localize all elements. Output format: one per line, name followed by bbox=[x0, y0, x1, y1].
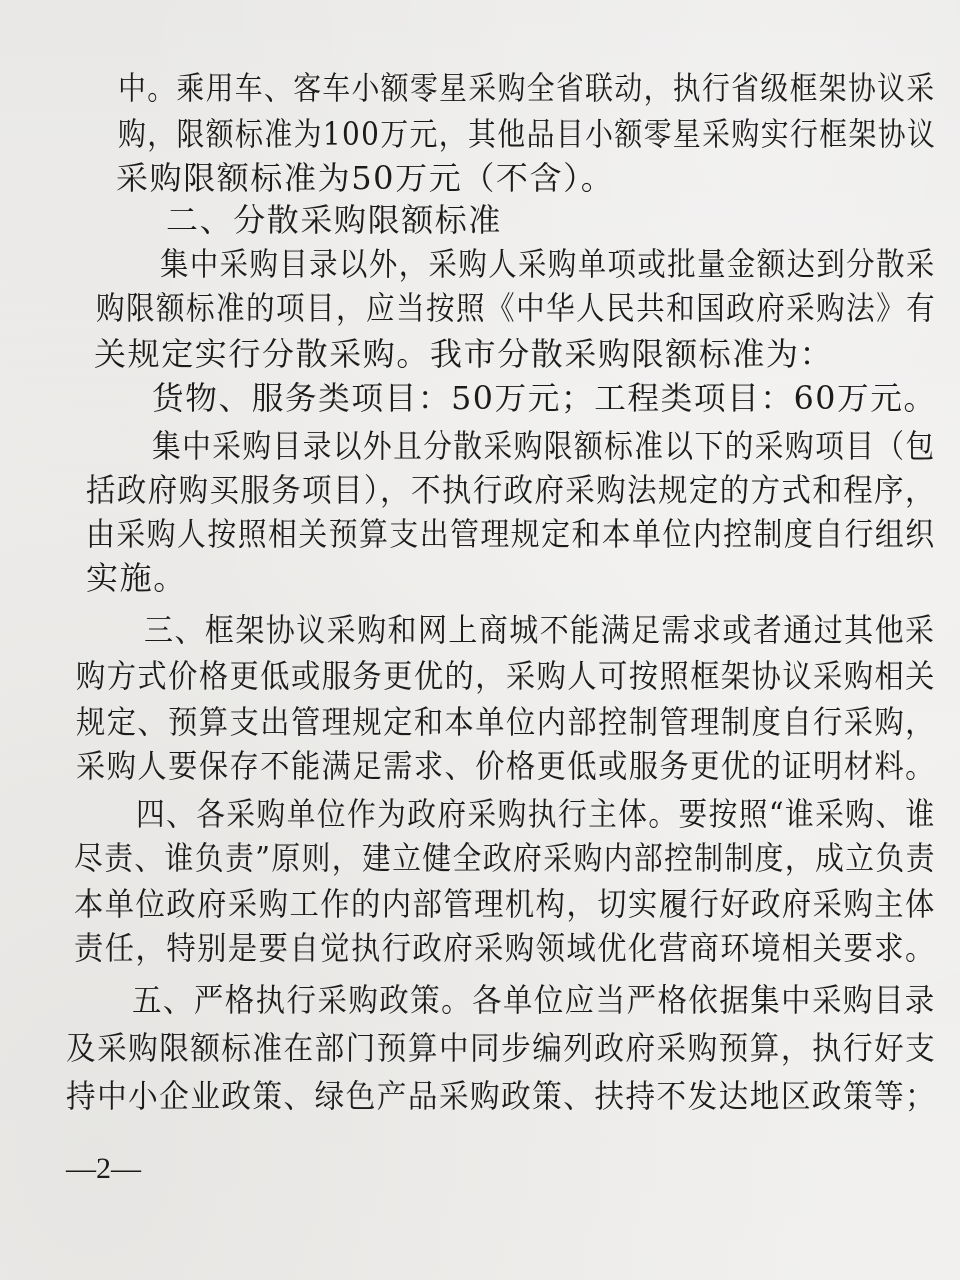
body-text-line: 责任，特别是要自觉执行政府采购领域优化营商环境相关要求。 bbox=[74, 929, 936, 967]
body-text-line: 及采购限额标准在部门预算中同步编列政府采购预算，执行好支 bbox=[66, 1029, 937, 1067]
body-text-line: 采购人要保存不能满足需求、价格更低或服务更优的证明材料。 bbox=[76, 747, 936, 785]
body-text-line: 尽责、谁负责”原则，建立健全政府采购内部控制制度，成立负责 bbox=[74, 839, 936, 877]
body-text-line: 规定、预算支出管理规定和本单位内部控制管理制度自行采购， bbox=[76, 703, 936, 741]
body-text-line: 购，限额标准为100万元，其他品目小额零星采购实行框架协议 bbox=[118, 115, 937, 153]
body-text-line: 中。乘用车、客车小额零星采购全省联动，执行省级框架协议采 bbox=[118, 69, 936, 107]
body-text-line: 集中采购目录以外，采购人采购单项或批量金额达到分散采 bbox=[160, 245, 936, 283]
body-text-line: 三、框架协议采购和网上商城不能满足需求或者通过其他采 bbox=[144, 611, 936, 649]
body-text-line: 购方式价格更低或服务更优的，采购人可按照框架协议采购相关 bbox=[76, 657, 936, 695]
body-text-line: 四、各采购单位作为政府采购执行主体。要按照“谁采购、谁 bbox=[136, 795, 936, 833]
body-text-line: 购限额标准的项目，应当按照《中华人民共和国政府采购法》有 bbox=[96, 289, 937, 327]
body-text-line: 货物、服务类项目：50万元；工程类项目：60万元。 bbox=[152, 379, 937, 417]
body-text-line: 括政府购买服务项目），不执行政府采购法规定的方式和程序， bbox=[86, 471, 936, 509]
body-text-line: 持中小企业政策、绿色产品采购政策、扶持不发达地区政策等； bbox=[66, 1077, 937, 1115]
body-text-line: 本单位政府采购工作的内部管理机构，切实履行好政府采购主体 bbox=[74, 885, 936, 923]
body-text-line: 由采购人按照相关预算支出管理规定和本单位内控制度自行组织 bbox=[86, 515, 936, 553]
body-text-line: 关规定实行分散采购。我市分散采购限额标准为： bbox=[94, 335, 834, 373]
page-number: —2— bbox=[66, 1152, 141, 1185]
section-heading: 二、分散采购限额标准 bbox=[166, 201, 503, 239]
body-text-line: 集中采购目录以外且分散采购限额标准以下的采购项目（包 bbox=[152, 427, 936, 465]
body-text-line: 五、严格执行采购政策。各单位应当严格依据集中采购目录 bbox=[132, 981, 936, 1019]
body-text-line: 采购限额标准为50万元（不含）。 bbox=[116, 159, 615, 197]
body-text-line: 实施。 bbox=[86, 559, 187, 597]
